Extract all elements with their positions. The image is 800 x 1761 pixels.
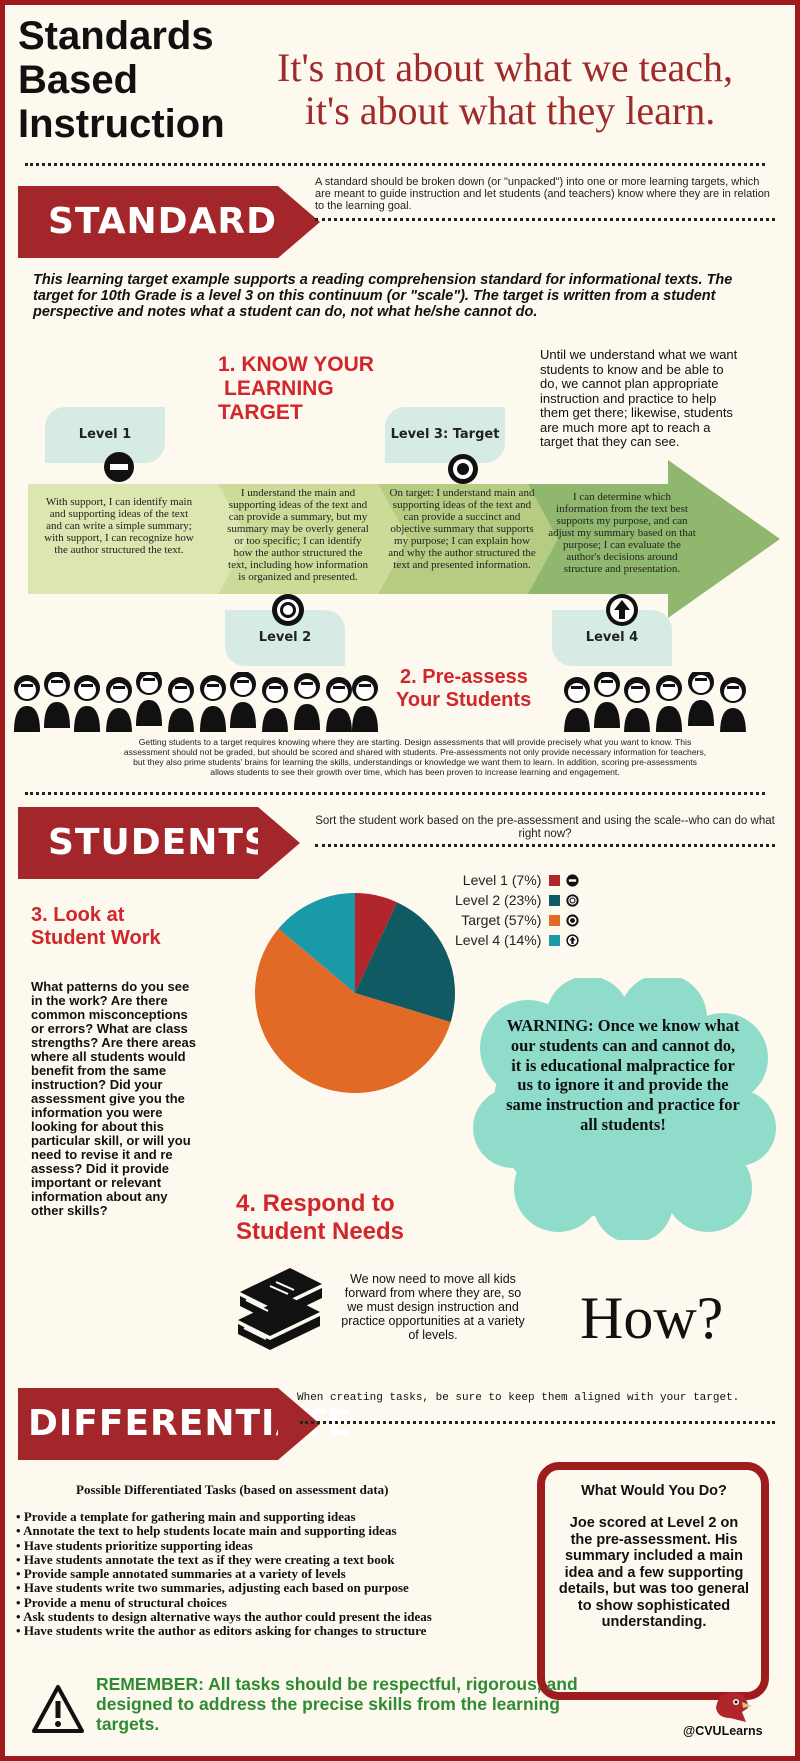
how-text: How? [580,1285,724,1351]
level-4-label: Level 4 [552,610,672,666]
students-intro: Sort the student work based on the pre-assessment and using the scale--who can do what right now? [315,815,775,840]
legend-label: Level 2 (23%) [455,892,542,908]
banner-differentiate-label: DIFFERENTIATE [28,1403,353,1444]
task-item: • Have students write two summaries, adjusting each based on purpose [16,1581,526,1595]
step1-line-3: TARGET [218,401,303,424]
task-item: • Have students write the author as editors asking for changes to structure [16,1624,526,1638]
step3-line-2: Student Work [31,927,161,949]
up-arrow-circle-icon [605,593,639,627]
banner-students [18,807,271,879]
banner-differentiate [18,1388,353,1460]
minus-circle-icon [103,451,135,483]
warning-text: WARNING: Once we know what our students can and cannot do, it is educational malpractice for us to ignore it and provide the same instruction and practice for all students! [506,1016,740,1134]
pie-chart [250,888,460,1098]
step2-line-2: Your Students [396,689,532,711]
legend-item [455,930,579,950]
step4-text: We now need to move all kids forward from where they are, so we must design instruction and practice opportunities at a variety of levels. [341,1272,525,1342]
step3-text: What patterns do you see in the work? Are there common misconceptions or errors? What are class strengths? Are there areas where all students would benefit from the same instruction? Did your assessment give you the information you were looking for about this particular skill, or will you need to revise it and re assess? Did it provide important or relevant information about any other skills? [31,979,196,1218]
level-1-text: With support, I can identify main and supporting ideas of the text and can write a simple summary; with support, I can recognize how the author structured the text. [44,496,194,556]
step1-text: Until we understand what we want students to know and be able to do, we cannot plan appropriate instruction and practice to help them get there; likewise, students are much more apt to reach a target that they can see. [540,347,738,449]
up-arrow-circle-icon [566,934,579,947]
level-2-label: Level 2 [225,610,345,666]
step1-heading [218,353,374,425]
step4-line-1: 4. Respond to [236,1190,395,1217]
students-silhouettes-right [562,672,762,732]
ring-icon [271,593,305,627]
level-3-label: Level 3: Target [385,407,505,463]
level-4-text: I can determine which information from the text best supports my purpose, and can adjust my summary based on that purpose; I can evaluate the author's decisions around structure and presentation. [548,491,696,575]
legend-item [455,890,579,910]
warning-triangle-icon [32,1684,84,1734]
differentiate-intro: When creating tasks, be sure to keep them aligned with your target. [297,1392,740,1404]
twitter-handle: @CVULearns [683,1724,763,1738]
target-example-text: This learning target example supports a reading comprehension standard for informational texts. The target for 10th Grade is a level 3 on this continuum (or "scale"). The target is written from a student perspective and notes what a student can do, not what he/she cannot do. [33,272,733,320]
books-icon [230,1262,330,1358]
task-item: • Annotate the text to help students locate main and supporting ideas [16,1524,526,1538]
step3-heading [31,904,161,950]
divider-dotted [315,218,775,221]
level-2-text: I understand the main and supporting ideas of the text and can provide a summary, but my summary may be overly general or too specific; I can identify how the author structured the text, including how information is organized and presented. [227,487,369,583]
banner-students-label: STUDENTS [48,822,271,863]
students-silhouettes-left [12,672,382,732]
legend-item [455,910,579,930]
divider-dotted [300,1421,775,1424]
divider-dotted [315,844,775,847]
step1-line-2: LEARNING [224,377,334,400]
slogan [230,46,780,132]
step4-heading [236,1190,404,1246]
step4-line-2: Student Needs [236,1218,405,1245]
task-item: • Provide a menu of structural choices [16,1596,526,1610]
legend-swatch [549,875,560,886]
ring-icon [566,894,579,907]
step3-line-1: 3. Look at [31,904,125,926]
legend-swatch [549,895,560,906]
legend-label: Level 1 (7%) [462,872,542,888]
title-line-2: Based [18,58,139,102]
pie-legend [455,870,579,950]
banner-standards-label: STANDARDS [48,201,304,242]
slogan-line-2: it's about what they learn. [304,88,716,133]
legend-label: Level 4 (14%) [455,932,542,948]
task-item: • Provide a template for gathering main and supporting ideas [16,1510,526,1524]
level-3-text: On target: I understand main and supporting ideas of the text and can provide a succinct and objective summary that supports my purpose; I can explain how and why the author structured the text and presented information. [388,487,536,571]
legend-item [455,870,579,890]
legend-swatch [549,915,560,926]
task-item: • Have students annotate the text as if they were creating a text book [16,1553,526,1567]
task-item: • Have students prioritize supporting ideas [16,1539,526,1553]
remember-text: REMEMBER: All tasks should be respectful, rigorous, and designed to address the precise skills from the learning targets. [96,1674,578,1734]
legend-swatch [549,935,560,946]
standards-intro: A standard should be broken down (or "unpacked") into one or more learning targets, which are meant to guide instruction and let students (and teachers) know where they are in relation to the learning goal. [315,176,770,212]
slogan-line-1: It's not about what we teach, [277,45,733,90]
step1-line-1: 1. KNOW YOUR [218,353,374,376]
level-1-label: Level 1 [45,407,165,463]
divider-dotted [25,792,765,795]
wwyd-text: Joe scored at Level 2 on the pre-assessment. His summary included a main idea and a few supporting details, but was too general to show sophisticated understanding. [558,1515,750,1630]
task-item: • Provide sample annotated summaries at a variety of levels [16,1567,526,1581]
title-line-3: Instruction [18,102,225,146]
tasks-list [16,1510,526,1639]
divider-dotted [25,163,765,166]
page-title [18,14,225,146]
target-icon [566,914,579,927]
legend-label: Target (57%) [461,912,542,928]
minus-circle-icon [566,874,579,887]
step2-text: Getting students to a target requires knowing where they are starting. Design assessments that will provide precisely what you want to know. This assessment should not be graded, but should be scored and shared with students. Pre-assessments not only provide necessary information for teachers, but they also prime students' brains for learning the skills, understandings or knowledge we want them to learn. In addition, scoring pre-assessments allows students to see their growth over time, which has been proven to increase learning and engagement. [123,737,707,777]
mascot-logo-icon [712,1688,752,1724]
banner-standards [18,186,304,258]
title-line-1: Standards [18,14,214,58]
step2-heading [396,666,531,712]
task-item: • Ask students to design alternative ways the author could present the ideas [16,1610,526,1624]
step2-line-1: 2. Pre-assess [400,666,528,688]
target-icon [447,453,479,485]
wwyd-title: What Would You Do? [581,1483,727,1499]
tasks-title: Possible Differentiated Tasks (based on assessment data) [76,1482,389,1497]
